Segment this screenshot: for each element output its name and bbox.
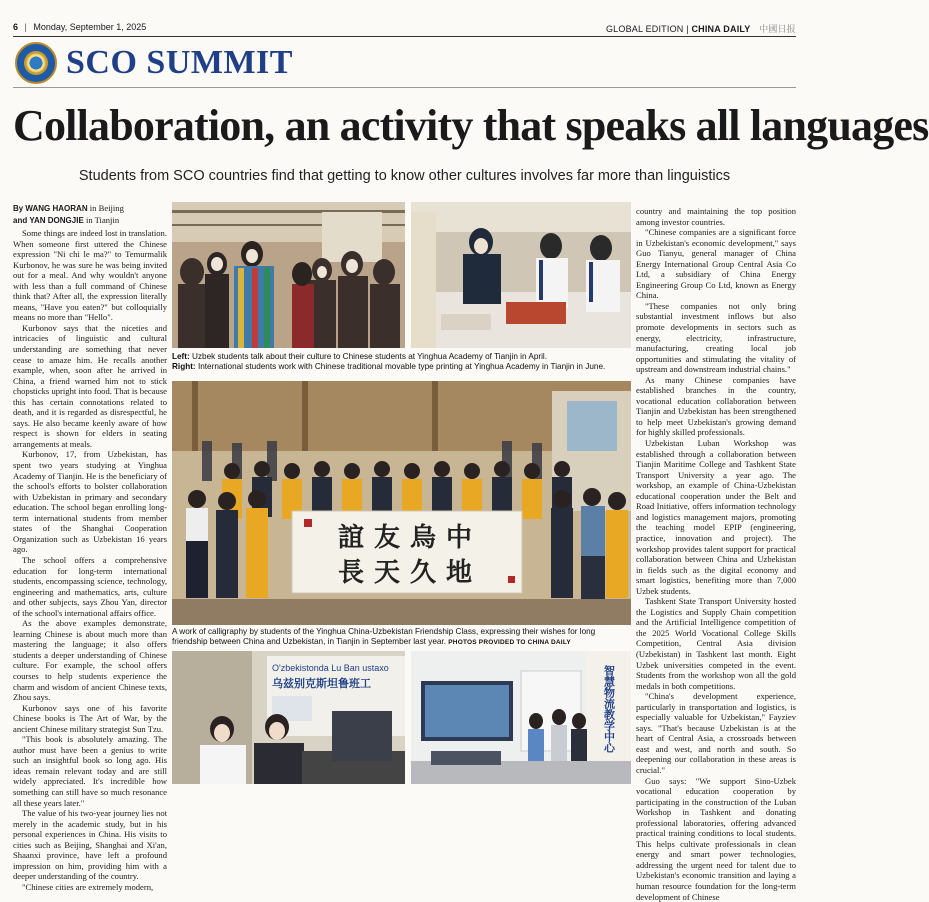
body-paragraph: Kurbonov, 17, from Uzbekistan, has spent two years studying at Yinghua Academy of Tianjin. He is the beneficiary of the school's efforts to bolster collaboration with Uzbekistan in primary and secondary education. The school began enrolling long-term international students from member states of the Shanghai Cooperation Organization such as Uzbekistan 16 years ago.: [13, 449, 167, 555]
caption-left-label: Left:: [172, 352, 190, 361]
photo-movable-type-printing: [411, 202, 631, 348]
caption-left-text: Uzbek students talk about their culture to Chinese students at Yinghua Academy of Tianjin in April.: [192, 352, 548, 361]
body-paragraph: "These companies not only bring substantial investment inflows but also promote developments in sectors such as energy, electricity, infrastructure, manufacturing, creating local job opportunities and stimulating the vitality of upstream and downstream industrial chains.": [636, 300, 796, 375]
section-rule: [13, 87, 796, 88]
edition-info: [606, 22, 796, 35]
banner-text-bottom: 長天久地: [337, 558, 483, 588]
byline-location-1: in Beijing: [89, 203, 124, 213]
page-info: [13, 22, 146, 32]
caption-calligraphy-text: A work of calligraphy by students of the Yinghua China-Uzbekistan Friendship Class, expressing their wishes for long friendship between China and Uzbekistan, in Tianjin in September last year.: [172, 627, 596, 646]
banner-text-top: 誼友烏中: [337, 523, 483, 553]
body-paragraph: "China's development experience, particularly in transportation and logistics, is especially valuable for Uzbekistan," Fayziev says. "That's because Uzbekistan is at the heart of Central Asia, a crossroads between east and west, and north and south. So deepening our collaboration in these areas is crucial.": [636, 691, 796, 775]
byline-author-1: WANG HAORAN: [25, 204, 88, 213]
subheadline: Students from SCO countries find that getting to know other cultures involves far more than linguistics: [78, 168, 731, 184]
body-paragraph: "Chinese cities are extremely modern,: [22, 881, 154, 892]
headline: Collaboration, an activity that speaks all languages: [13, 101, 929, 150]
sign-chinese-text: 乌兹别克斯坦鲁班工: [272, 677, 371, 690]
sco-emblem-icon: [15, 42, 57, 84]
byline-by: By: [13, 204, 24, 213]
caption-right-label: Right:: [172, 362, 196, 371]
photo-credit: PHOTOS PROVIDED TO CHINA DAILY: [448, 639, 571, 646]
body-paragraph: country and maintaining the top position among investor countries.: [636, 206, 796, 227]
header-rule: [13, 36, 796, 37]
photo-logistics-center: [411, 651, 631, 784]
byline-author-2: YAN DONGJIE: [29, 215, 84, 225]
article-column-right: [636, 206, 796, 902]
byline-and: and: [13, 215, 28, 225]
body-paragraph: The value of his two-year journey lies not merely in the academic study, but in his personal experiences in China. His visits to cities such as Beijing, Shanghai and Xi'an, Shaanxi province, have left a profound impression on him, providing him with a deeper understanding of the country.: [13, 808, 167, 882]
page-header: [13, 22, 796, 36]
panel-chinese-text: 智慧物流教学中心: [602, 665, 616, 753]
issue-date: Monday, September 1, 2025: [33, 22, 147, 32]
body-paragraph: The school offers a comprehensive education for long-term international students, encompassing science, technology, engineering and mathematics, arts, culture and other subjects, says Zhou Yan, director of the school's international affairs office.: [13, 554, 167, 618]
photo-uzbek-students-talk: [172, 202, 405, 348]
caption-calligraphy: [172, 627, 631, 648]
body-paragraph: Kurbonov says one of his favorite Chinese books is The Art of War, by the ancient Chinese military strategist Sun Tzu.: [13, 702, 167, 734]
edition-label: GLOBAL EDITION: [605, 24, 684, 34]
body-paragraph: Guo says: "We support Sino-Uzbek vocational education cooperation by participating in the construction of the Luban Workshop in Tashkent and donating professional laboratories, offering advanced practical training conditions to local students. This helps cultivate professionals in clean energy and smart power technologies, addressing the urgent need for talent due to Uzbekistan's economic transition and laying a human resource foundation for the long-term development of Chinese: [636, 775, 796, 902]
header-separator: |: [24, 22, 27, 32]
body-paragraph: Uzbekistan Luban Workshop was established through a collaboration between Tianjin Maritime College and Tashkent State Transport University a year ago. The workshop, an example of China-Uzbekistan educational cooperation under the Belt and Road Initiative, offers information technology and logistics management majors, promoting the teaching model EPIP (engineering, practice, innovation and project). The workshop provides talent support for practical collaboration between China and Uzbekistan in fields such as the digital economy and smart logistics, benefiting more than 7,000 Uzbek students.: [636, 438, 796, 596]
header-pipe: |: [686, 24, 689, 34]
page-number: 6: [13, 22, 19, 32]
body-paragraph: Kurbonov says that the niceties and intricacies of linguistic and cultural understanding are something that never cease to amaze him. He recalls another example, when, soon after he arrived in China, a friend warned him not to stick chopsticks upright into food. That is because this has certain connotations related to death, and it is regarded as disrespectful, he says. He also became keenly aware of how respect is shown for elders in seating arrangements at meals.: [13, 322, 167, 449]
caption-top-photos: [172, 352, 631, 372]
body-paragraph: "This book is absolutely amazing. The author must have been a genius to write such an insightful book so long ago. His ideas remain relevant today and are still widely appreciated. It's incredible how something can still have so much resonance all these years later.": [13, 734, 167, 808]
section-title: SCO SUMMIT: [66, 44, 293, 81]
caption-right-text: International students work with Chinese traditional movable type printing at Yinghua Academy in Tianjin in June.: [197, 362, 606, 371]
byline: [13, 203, 167, 226]
body-paragraph: As the above examples demonstrate, learning Chinese is about much more than mastering the language; it also offers students a deeper understanding of Chinese culture. For example, the school offers courses to help students experience the charm and wisdom of ancient Chinese texts, Zhou says.: [13, 618, 167, 703]
byline-location-2: in Tianjin: [85, 214, 120, 225]
newspaper-name: CHINA DAILY: [691, 24, 751, 34]
article-column-left: [13, 228, 167, 892]
photo-luban-workshop: [172, 651, 405, 784]
body-paragraph: "Chinese companies are a significant force in Uzbekistan's economic development," says Guo Tianyu, general manager of China Energy International Group Central Asia Co Ltd, a subsidiary of China Energy Engineering Group Co Ltd, known as Energy China.: [636, 227, 796, 301]
body-paragraph: As many Chinese companies have established branches in the country, vocational education collaboration between Tianjin and Uzbekistan has been strengthened to help meet Uzbekistan's growing demand for highly skilled professionals.: [636, 374, 796, 438]
newspaper-name-chinese: 中國日报: [759, 25, 796, 35]
body-paragraph: Tashkent State Transport University hosted the Logistics and Supply Chain competition and the Artificial Intelligence competition of the 2025 World Vocational College Skills Competition, Central Asia division (Uzbekistan) in Tashkent last month. Eight Uzbek universities competed in the event. Students from the workshop won all the gold medals in both competitions.: [636, 596, 796, 691]
photo-calligraphy-group: [172, 381, 631, 625]
sign-latin-text: O'zbekistonda Lu Ban ustaxo: [272, 663, 389, 673]
body-paragraph: Some things are indeed lost in translation. When someone first uttered the Chinese expression "Ni chi le ma?" to Temurmalik Kurbonov, he was sure he was being invited out for a meal. And why wouldn't anyone with less than a full command of Chinese think that? After all, the expression literally means, "Have you eaten?" but colloquially means no more than "Hello".: [13, 228, 167, 323]
